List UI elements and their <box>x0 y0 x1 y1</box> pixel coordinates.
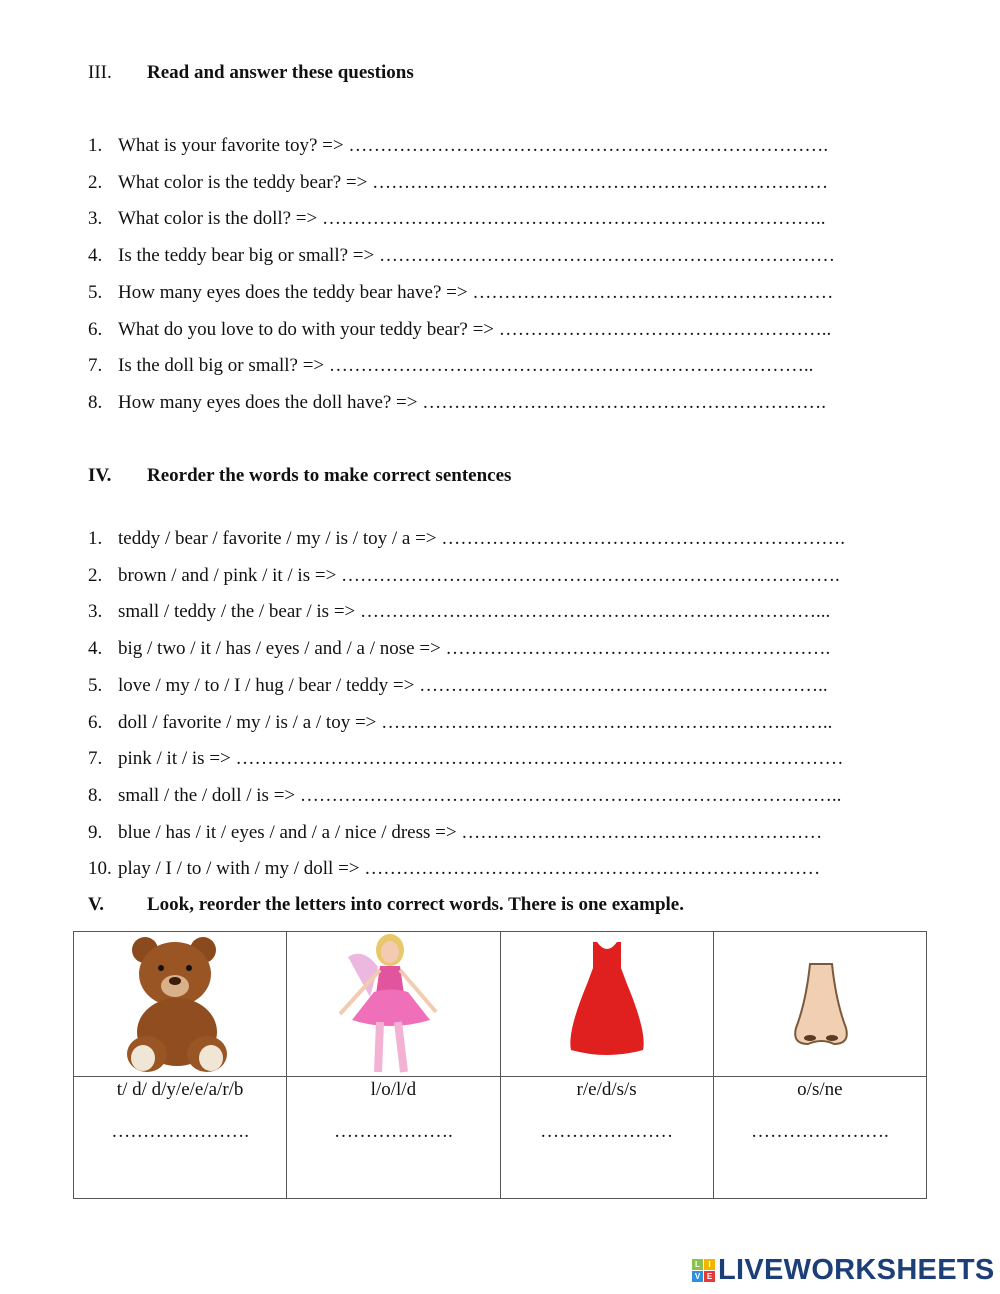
item-number: 8. <box>88 784 103 806</box>
question-item[interactable] <box>88 675 828 697</box>
item-text[interactable]: What color is the doll? => …………………………………………………………………….. <box>118 208 826 230</box>
question-item[interactable] <box>88 392 826 414</box>
item-text[interactable]: doll / favorite / my / is / a / toy => ……………………………………………………….…….. <box>118 711 833 733</box>
scrambled-letters: o/s/ne <box>797 1079 843 1100</box>
logo-squares-icon <box>692 1259 715 1282</box>
item-number: 6. <box>88 711 103 733</box>
item-text[interactable]: teddy / bear / favorite / my / is / toy / a => ………………………………………………………. <box>118 528 846 549</box>
item-number: 1. <box>88 528 103 549</box>
scrambled-letters: t/ d/ d/y/e/e/a/r/b <box>116 1079 244 1100</box>
answer-cell[interactable] <box>713 1077 926 1199</box>
question-item[interactable] <box>88 245 835 267</box>
item-number: 10. <box>88 858 112 880</box>
item-number: 4. <box>88 245 103 267</box>
scrambled-letters: r/e/d/s/s <box>576 1079 637 1100</box>
logo-text: LIVEWORKSHEETS <box>718 1254 995 1286</box>
item-text[interactable]: How many eyes does the teddy bear have? => ………………………………………………… <box>118 281 834 303</box>
dress-icon <box>557 932 657 1076</box>
teddy-bear-image <box>74 932 287 1077</box>
question-item[interactable] <box>88 638 830 660</box>
nose-image <box>713 932 926 1077</box>
answer-blank[interactable]: ………………… <box>540 1121 674 1142</box>
logo-letter: I <box>704 1259 715 1270</box>
answer-blank[interactable]: ………………. <box>334 1121 453 1142</box>
item-number: 7. <box>88 748 103 770</box>
question-item[interactable] <box>88 712 832 734</box>
item-number: 4. <box>88 638 103 660</box>
question-item[interactable] <box>88 785 841 807</box>
item-text[interactable]: What do you love to do with your teddy bear? => …………………………………………….. <box>118 318 832 340</box>
item-number: 8. <box>88 391 103 413</box>
answer-cell[interactable] <box>287 1077 500 1199</box>
question-item[interactable] <box>88 319 831 341</box>
letters-table <box>73 931 927 1199</box>
question-item[interactable] <box>88 172 828 194</box>
item-text[interactable]: love / my / to / I / hug / bear / teddy => ……………………………………………………….. <box>118 674 828 696</box>
item-number: 2. <box>88 171 103 193</box>
item-text[interactable]: big / two / it / has / eyes / and / a / nose => ……………………………………………………. <box>118 638 831 660</box>
item-number: 2. <box>88 564 103 586</box>
item-text[interactable]: small / the / doll / is => ………………………………………………………………………….. <box>118 784 842 806</box>
liveworksheets-logo <box>692 1254 995 1287</box>
question-item[interactable] <box>88 565 840 587</box>
item-text[interactable]: play / I / to / with / my / doll => ……………………………………………………………… <box>118 858 821 880</box>
item-number: 3. <box>88 208 103 230</box>
section-number: III. <box>88 62 112 83</box>
section-4-heading <box>88 465 511 487</box>
teddy-bear-icon <box>115 932 245 1076</box>
question-item[interactable] <box>88 355 813 377</box>
question-item[interactable] <box>88 528 845 550</box>
scrambled-letters: l/o/l/d <box>370 1079 417 1100</box>
red-dress-image <box>500 932 713 1077</box>
question-item[interactable] <box>88 135 828 157</box>
section-title: Reorder the words to make correct sentences <box>147 465 512 486</box>
item-number: 5. <box>88 281 103 303</box>
item-number: 7. <box>88 355 103 377</box>
logo-letter: L <box>692 1259 703 1270</box>
item-text[interactable]: small / teddy / the / bear / is => ………………………………………………………………... <box>118 601 831 623</box>
question-item[interactable] <box>88 858 820 880</box>
item-text[interactable]: Is the teddy bear big or small? => ……………………………………………………………… <box>118 245 835 267</box>
doll-image <box>287 932 500 1077</box>
section-title: Look, reorder the letters into correct words. There is one example. <box>147 894 684 915</box>
item-text[interactable]: Is the doll big or small? => ………………………………………………………………….. <box>118 355 814 377</box>
doll-icon <box>318 932 468 1076</box>
section-number: V. <box>88 894 105 915</box>
logo-letter: E <box>704 1271 715 1282</box>
item-number: 6. <box>88 318 103 340</box>
section-5-heading <box>88 894 684 916</box>
item-number: 9. <box>88 821 103 843</box>
item-text[interactable]: blue / has / it / eyes / and / a / nice / dress => ………………………………………………… <box>118 821 823 843</box>
answer-blank[interactable]: …………………. <box>751 1121 889 1142</box>
item-text[interactable]: What is your favorite toy? => …………………………………………………………………. <box>118 135 829 156</box>
answer-cell[interactable] <box>500 1077 713 1199</box>
answer-blank[interactable]: …………………. <box>111 1121 249 1142</box>
item-number: 5. <box>88 674 103 696</box>
item-text[interactable]: How many eyes does the doll have? => ………………………………………………………. <box>118 391 826 413</box>
question-item[interactable] <box>88 282 833 304</box>
section-number: IV. <box>88 465 112 486</box>
nose-icon <box>770 932 870 1076</box>
item-number: 1. <box>88 135 103 156</box>
question-item[interactable] <box>88 748 844 770</box>
question-item[interactable] <box>88 208 826 230</box>
item-text[interactable]: What color is the teddy bear? => ……………………………………………………………… <box>118 171 829 193</box>
answer-cell[interactable] <box>74 1077 287 1199</box>
question-item[interactable] <box>88 601 830 623</box>
section-3-heading <box>88 62 414 84</box>
question-item[interactable] <box>88 822 822 844</box>
logo-letter: V <box>692 1271 703 1282</box>
item-number: 3. <box>88 601 103 623</box>
section-title: Read and answer these questions <box>147 62 414 83</box>
item-text[interactable]: brown / and / pink / it / is => ……………………………………………………………………. <box>118 564 840 586</box>
item-text[interactable]: pink / it / is => …………………………………………………………………………………… <box>118 748 844 770</box>
